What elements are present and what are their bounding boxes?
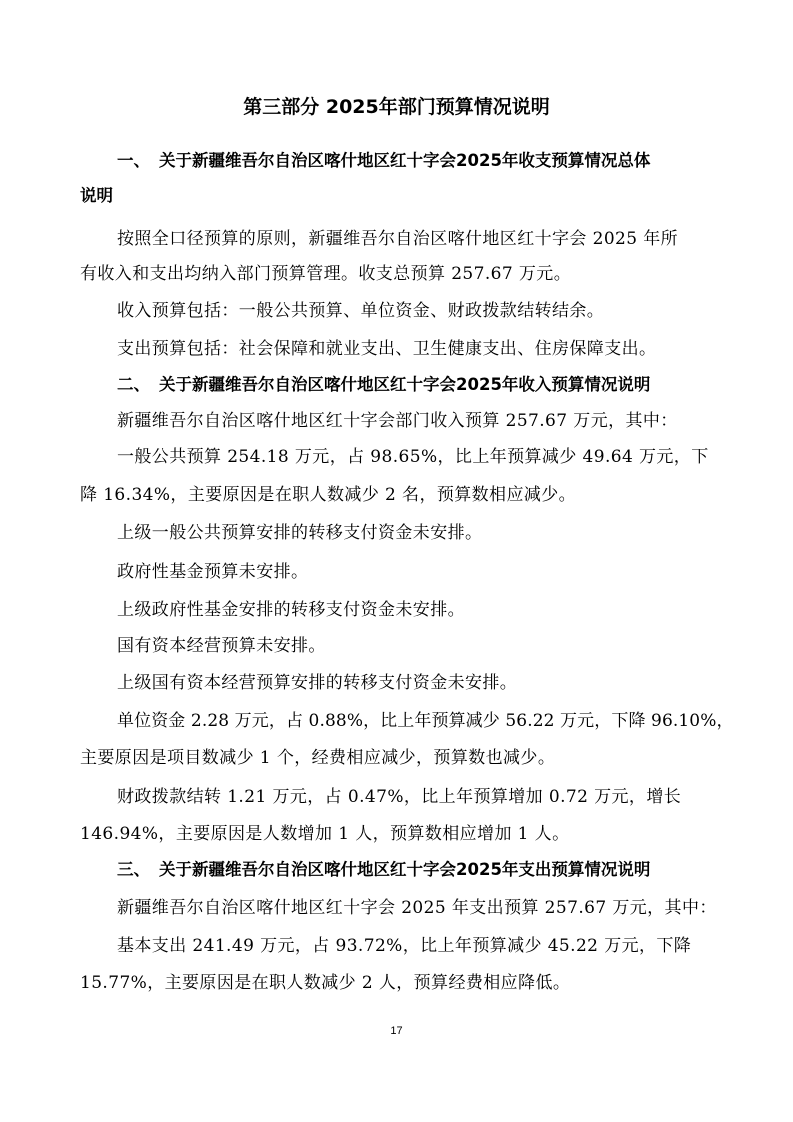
- paragraph-line: 新疆维吾尔自治区喀什地区红十字会 2025 年支出预算 257.67 万元，其中：: [117, 898, 717, 918]
- paragraph-line: 国有资本经营预算未安排。: [117, 636, 326, 656]
- paragraph-line: 基本支出 241.49 万元，占 93.72%，比上年预算减少 45.22 万元，下降: [117, 936, 692, 956]
- paragraph-line: 支出预算包括：社会保障和就业支出、卫生健康支出、住房保障支出。: [117, 339, 657, 359]
- paragraph-line: 一般公共预算 254.18 万元，占 98.65%，比上年预算减少 49.64 万元，下: [117, 447, 709, 467]
- paragraph-line: 上级一般公共预算安排的转移支付资金未安排。: [117, 523, 483, 543]
- paragraph-line: 146.94%，主要原因是人数增加 1 人，预算数相应增加 1 人。: [80, 824, 570, 844]
- paragraph-line: 单位资金 2.28 万元，占 0.88%，比上年预算减少 56.22 万元，下降 96.10%，: [117, 711, 734, 731]
- paragraph-line: 降 16.34%，主要原因是在职人数减少 2 名，预算数相应减少。: [80, 485, 577, 505]
- paragraph-line: 有收入和支出均纳入部门预算管理。收支总预算 257.67 万元。: [80, 264, 572, 284]
- paragraph-line: 主要原因是项目数减少 1 个，经费相应减少，预算数也减少。: [80, 748, 556, 768]
- paragraph-line: 新疆维吾尔自治区喀什地区红十字会部门收入预算 257.67 万元，其中：: [117, 411, 678, 431]
- page-title: 第三部分 2025年部门预算情况说明: [243, 96, 550, 118]
- paragraph-line: 按照全口径预算的原则，新疆维吾尔自治区喀什地区红十字会 2025 年所: [117, 229, 679, 249]
- section-number: 二、: [117, 375, 150, 394]
- paragraph-line: 上级政府性基金安排的转移支付资金未安排。: [117, 600, 465, 620]
- section-heading-text: 关于新疆维吾尔自治区喀什地区红十字会2025年收入预算情况说明: [159, 375, 651, 394]
- section-heading-text: 关于新疆维吾尔自治区喀什地区红十字会2025年收支预算情况总体: [159, 151, 651, 170]
- section-heading-3: [117, 855, 650, 885]
- section-heading-text: 关于新疆维吾尔自治区喀什地区红十字会2025年支出预算情况说明: [159, 860, 651, 879]
- paragraph-line: 财政拨款结转 1.21 万元，占 0.47%，比上年预算增加 0.72 万元，增长: [117, 787, 682, 807]
- section-heading-2: [117, 370, 650, 400]
- paragraph-line: 政府性基金预算未安排。: [117, 562, 309, 582]
- section-heading-1: [117, 146, 650, 176]
- paragraph-line: 收入预算包括：一般公共预算、单位资金、财政拨款结转结余。: [117, 301, 605, 321]
- paragraph-line: 15.77%，主要原因是在职人数减少 2 人，预算经费相应降低。: [80, 973, 571, 993]
- paragraph-line: 上级国有资本经营预算安排的转移支付资金未安排。: [117, 673, 518, 693]
- section-number: 一、: [117, 151, 150, 170]
- section-number: 三、: [117, 860, 150, 879]
- page-number: 17: [390, 1025, 403, 1037]
- section-heading-1-continued: 说明: [80, 186, 113, 205]
